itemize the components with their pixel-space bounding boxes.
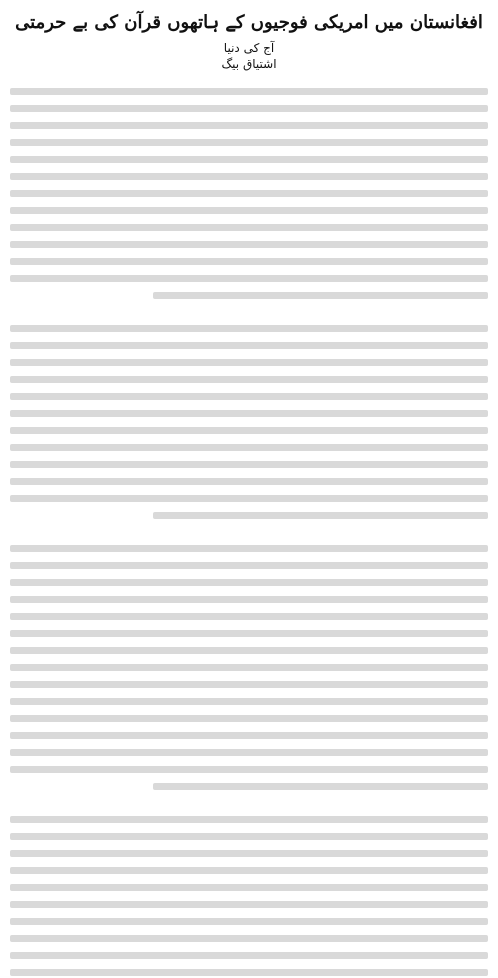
column-title: آج کی دنیا [223, 41, 275, 55]
article-headline: افغانستان میں امریکی فوجیوں کے ہاتھوں قرآن کی بے حرمتی [15, 12, 483, 33]
author-name: اشتیاق بیگ [221, 57, 277, 71]
article-body [10, 78, 488, 978]
